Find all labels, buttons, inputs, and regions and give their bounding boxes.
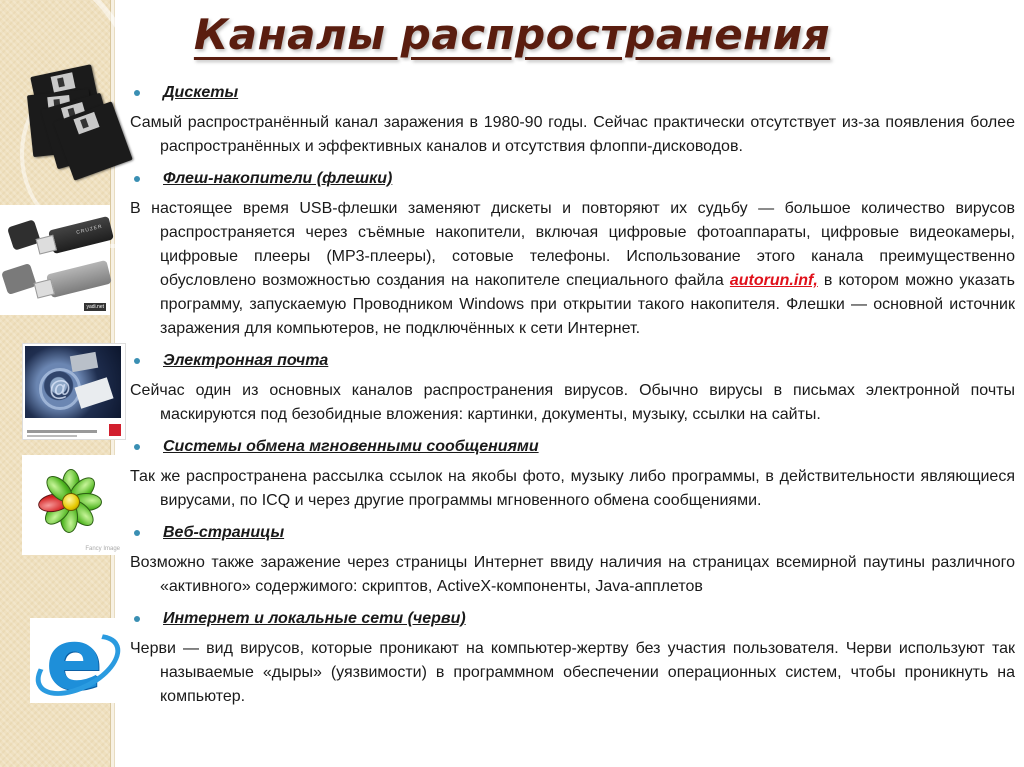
- section-heading-web: Веб-страницы: [130, 521, 1015, 545]
- autorun-link[interactable]: autorun.inf,: [729, 272, 818, 289]
- bullet-icon: [134, 530, 140, 536]
- slide-content: [130, 77, 1015, 717]
- at-sign-icon: @: [39, 368, 81, 410]
- usb-drive-icon: CRUZER: [48, 216, 114, 254]
- bullet-icon: [134, 358, 140, 364]
- bullet-icon: [134, 444, 140, 450]
- section-text-floppy: Самый распространённый канал заражения в 1980-90 годы. Сейчас практически отсутствует из-за появления более распространённых и эффективных каналов и отсутствия флоппи-дисководов.: [130, 114, 1015, 155]
- section-text-worms: Черви — вид вирусов, которые проникают на компьютер-жертву без участия пользователя. Черви используют так называемые «дыры» (уязвимости) в программном обеспечении операционных систем, чтобы проникнуть на компьютер.: [130, 640, 1015, 705]
- section-heading-email: Электронная почта: [130, 349, 1015, 373]
- usb-flash-drives-image: [0, 205, 110, 315]
- section-text-email: Сейчас один из основных каналов распространения вирусов. Обычно вирусы в письмах электронной почты маскируются под безобидные вложения: картинки, документы, музыку, ссылки на сайты.: [130, 382, 1015, 423]
- internet-explorer-logo-image: [30, 611, 115, 709]
- slide-title: Каналы распространения: [193, 10, 831, 59]
- envelope-icon: [70, 352, 98, 372]
- icq-logo-image: [22, 455, 124, 555]
- bullet-icon: [134, 176, 140, 182]
- section-heading-flash: Флеш-накопители (флешки): [130, 167, 1015, 191]
- section-heading-worms: Интернет и локальные сети (черви): [130, 607, 1015, 631]
- email-image: [22, 343, 126, 440]
- icq-center-icon: [62, 493, 80, 511]
- bullet-icon: [134, 90, 140, 96]
- ie-e-icon: e: [45, 611, 103, 709]
- section-heading-messengers: Системы обмена мгновенными сообщениями: [130, 435, 1015, 459]
- envelope-icon: [74, 377, 113, 408]
- section-heading-floppy: Дискеты: [130, 81, 1015, 105]
- section-text-flash: В настоящее время USB-флешки заменяют дискеты и повторяют их судьбу — большое количество вирусов распространяется через съёмные накопители, включая цифровые фотоаппараты, цифровые видеокамеры, цифровые плееры (MP3-плееры), сотовые телефоны. Использование этого канала преимущественно обусловлено возможностью создания на накопителе специального файла autorun.inf, в котором можно указать программу, запускаемую Проводником Windows при открытии такого накопителя. Флешки — основной источник заражения для компьютеров, не подключённых к сети Интернет.: [130, 200, 1015, 337]
- section-text-messengers: Так же распространена рассылка ссылок на якобы фото, музыку либо программы, в действительности являющиеся вирусами, по ICQ и через другие программы мгновенного обмена сообщениями.: [130, 468, 1015, 509]
- floppy-disks-image: [28, 70, 128, 190]
- image-watermark: Fancy Image: [85, 546, 120, 552]
- decorative-sidebar: [0, 0, 120, 767]
- usb-drive-icon: [46, 260, 112, 298]
- usb-cap-icon: [1, 263, 37, 295]
- image-watermark: yadi.net: [86, 304, 104, 310]
- usb-cap-icon: [7, 219, 41, 250]
- section-text-web: Возможно также заражение через страницы Интернет ввиду наличия на страницах всемирной паутины различного «активного» содержимого: скриптов, ActiveX-компоненты, Java-апплетов: [130, 554, 1015, 595]
- bullet-icon: [134, 616, 140, 622]
- brand-logo-icon: [109, 424, 121, 436]
